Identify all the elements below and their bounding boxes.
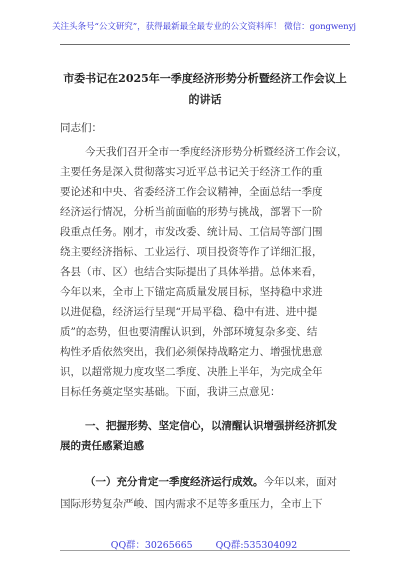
subsection-heading (85, 474, 350, 489)
body-line: 各县（市、区）也结合实际提出了具体举措。总体来看， (60, 266, 323, 278)
body-line: 要论述和中央、省委经济工作会议精神，全面总结一季度 (60, 186, 323, 198)
body-line: 绕主要经济指标、工业运行、项目投资等作了详细汇报， (60, 246, 323, 258)
footer (0, 537, 408, 551)
body-line: 今年以来，全市上下锚定高质量发展目标，坚持稳中求进 (60, 286, 323, 298)
body-line: 质”的态势，但也要清醒认识到，外部环境复杂多变、结 (60, 326, 318, 338)
doc-title-line1: 市委书记在2025年一季度经济形势分析暨经济工作会议上 (63, 72, 347, 85)
footer-divider (60, 550, 350, 551)
body-line: 经济运行情况，分析当前面临的形势与挑战，部署下一阶 (60, 206, 323, 218)
section-heading-1-cont: 展的责任感紧迫感 (60, 440, 144, 452)
subsection-bold: （一）充分肯定一季度经济运行成效。 (85, 476, 264, 488)
body-line: 构性矛盾依然突出，我们必须保持战略定力、增强忧患意 (60, 346, 323, 358)
body-line: 国际形势复杂严峻、国内需求不足等多重压力，全市上下 (60, 498, 323, 510)
body-line: 识，以超常规力度攻坚二季度、决胜上半年，为完成全年 (60, 366, 323, 378)
section-heading-1: 一、把握形势、坚定信心，以清醒认识增强拼经济抓发 (85, 420, 337, 432)
subsection-rest: 今年以来，面对 (263, 476, 337, 488)
doc-title-line2: 的讲话 (188, 93, 222, 106)
header-divider (60, 44, 350, 45)
body-line: 以进促稳，经济运行呈现“开局平稳、稳中有进、进中提 (60, 306, 318, 318)
greeting: 同志们： (60, 122, 102, 134)
body-line: 目标任务奠定坚实基础。下面，我讲三点意见： (60, 386, 281, 398)
footer-qq1: QQ群：30265665 (110, 540, 193, 551)
body-line: 主要任务是深入贯彻落实习近平总书记关于经济工作的重 (60, 166, 323, 178)
body-line: 段重点任务。刚才，市发改委、统计局、工信局等部门围 (60, 226, 323, 238)
body-line: 今天我们召开全市一季度经济形势分析暨经济工作会议， (85, 146, 348, 158)
header-note: 关注头条号“公文研究”，获得最新最全最专业的公文资料库！ 微信：gongwenyj (52, 22, 356, 32)
footer-qq2: QQ群:535304092 (215, 540, 298, 551)
